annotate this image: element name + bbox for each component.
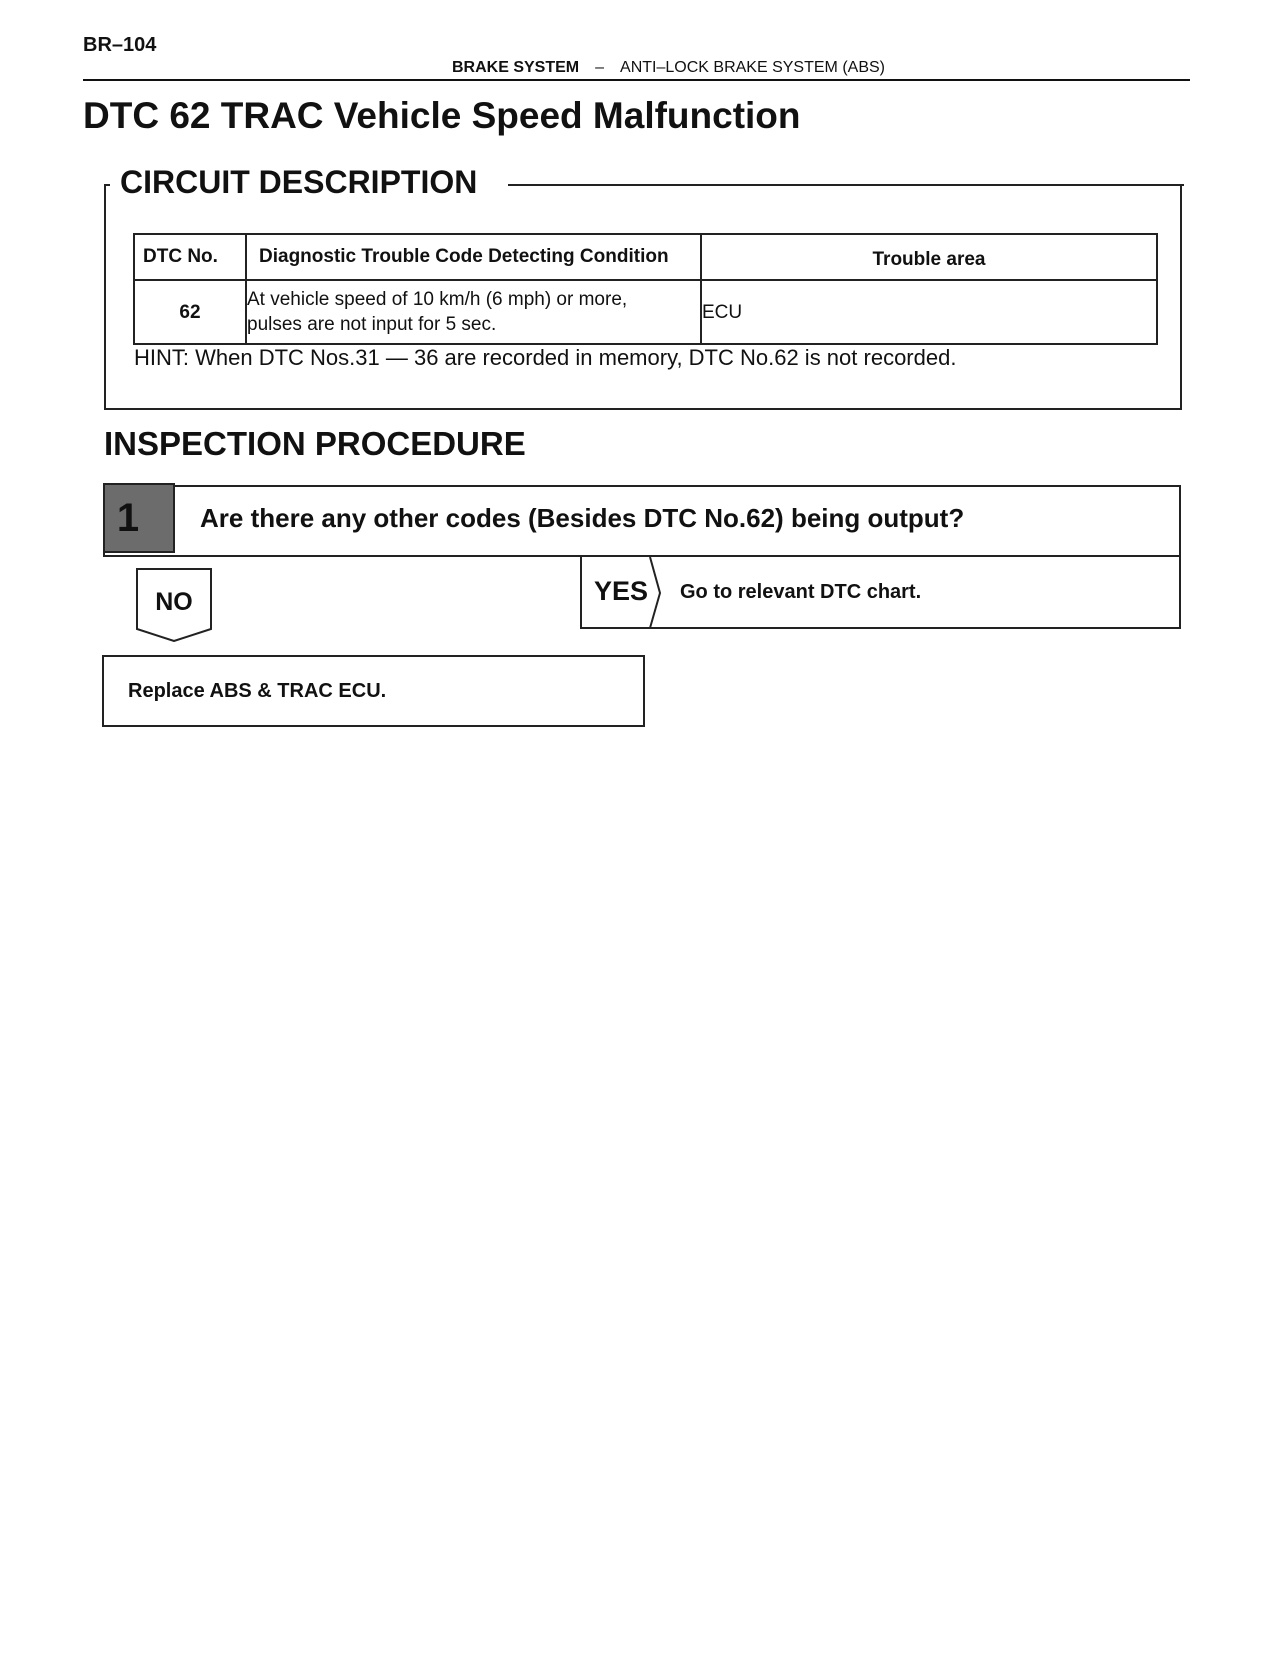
table-row xyxy=(134,280,1157,344)
condition-line-1: At vehicle speed of 10 km/h (6 mph) or more, xyxy=(247,289,628,310)
box-top-border-right xyxy=(508,184,1184,186)
column-header-condition: Diagnostic Trouble Code Detecting Condition xyxy=(246,234,701,280)
section-title: BRAKE SYSTEM xyxy=(452,59,580,76)
running-header xyxy=(452,59,885,77)
column-header-trouble-area: Trouble area xyxy=(701,234,1157,280)
box-top-border-left xyxy=(104,184,110,186)
subsection-title: ANTI–LOCK BRAKE SYSTEM (ABS) xyxy=(620,59,885,76)
table-header-row xyxy=(134,234,1157,280)
inspection-procedure-heading: INSPECTION PROCEDURE xyxy=(104,425,526,462)
dtc-table xyxy=(133,233,1158,345)
dtc-number-cell: 62 xyxy=(134,280,246,344)
condition-line-2: pulses are not input for 5 sec. xyxy=(247,314,497,335)
condition-cell xyxy=(246,280,701,344)
hint-text: HINT: When DTC Nos.31 — 36 are recorded in memory, DTC No.62 is not recorded. xyxy=(134,345,957,370)
header-rule xyxy=(83,79,1190,81)
no-action-text: Replace ABS & TRAC ECU. xyxy=(128,680,387,702)
no-label: NO xyxy=(155,588,193,616)
page-number: BR–104 xyxy=(83,34,157,56)
step-number: 1 xyxy=(103,483,175,553)
column-header-dtc-no: DTC No. xyxy=(134,234,246,280)
step-question: Are there any other codes (Besides DTC No.62) being output? xyxy=(200,503,965,533)
header-separator: – xyxy=(595,59,605,76)
yes-label: YES xyxy=(594,576,649,606)
yes-action-text: Go to relevant DTC chart. xyxy=(680,581,922,603)
circuit-description-heading: CIRCUIT DESCRIPTION xyxy=(118,164,483,201)
trouble-area-cell: ECU xyxy=(701,280,1157,344)
page-title: DTC 62 TRAC Vehicle Speed Malfunction xyxy=(83,95,801,136)
